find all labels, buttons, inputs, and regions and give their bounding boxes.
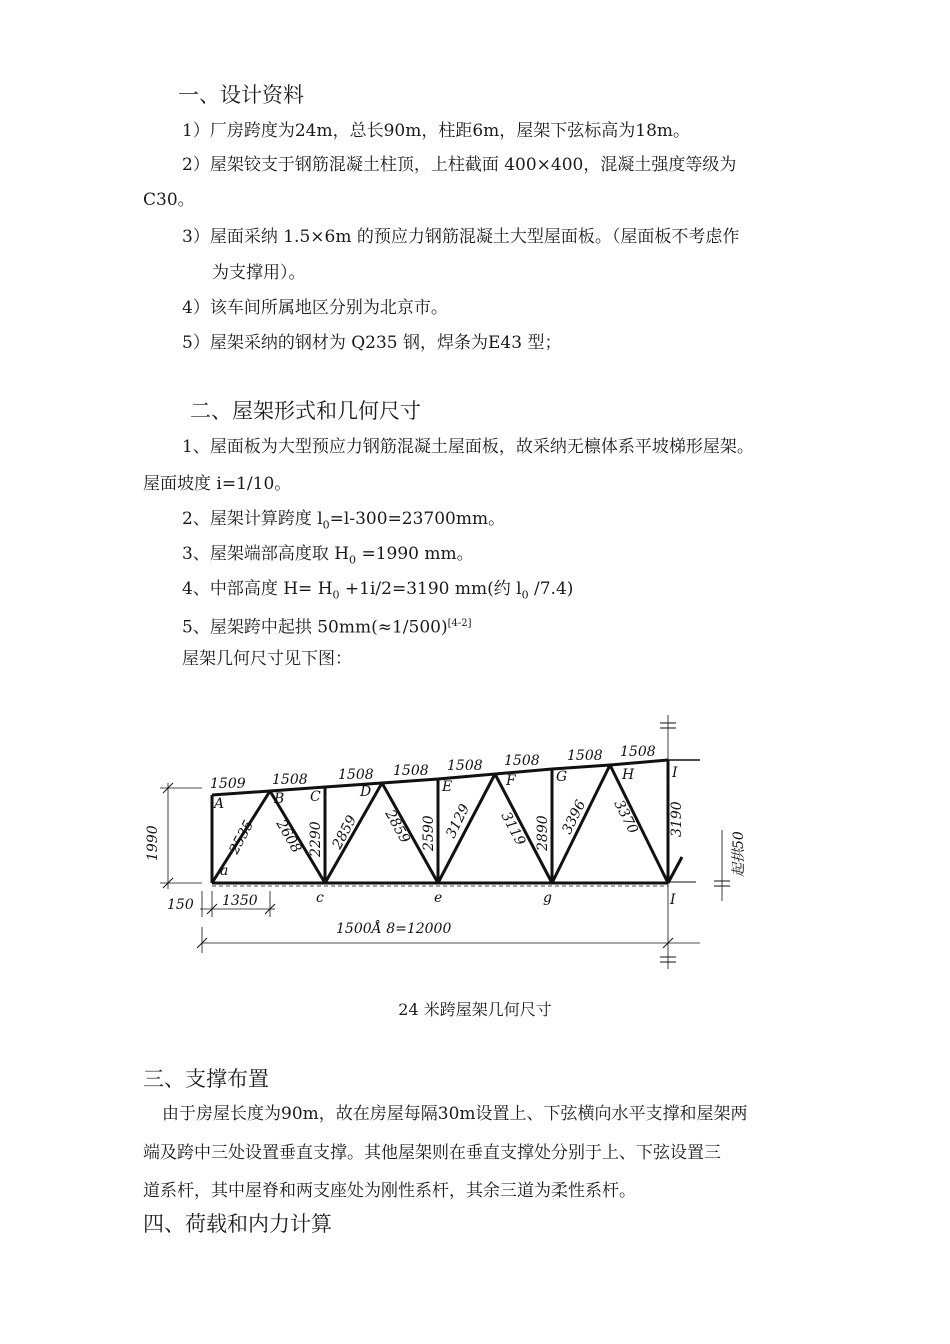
s2-line-4: 3、屋架端部高度取 $H_0 =1990$ mm。 [182, 544, 474, 567]
first-panel-dim: 1350 [222, 893, 258, 909]
s2-line-2: 屋面坡度 i=1/10。 [143, 474, 292, 494]
truss-diagram [140, 705, 747, 975]
node-e: e [434, 890, 443, 906]
top-dim-8: 1508 [620, 744, 656, 760]
node-a: a [220, 863, 229, 879]
s1-item-1: 1）厂房跨度为24m，总长90m，柱距6m，屋架下弦标高为18m。 [182, 121, 691, 141]
top-dim-3: 1508 [338, 767, 374, 783]
s2-line-1: 1、屋面板为大型预应力钢筋混凝土屋面板，故采纳无檩体系平坡梯形屋架。 [182, 437, 754, 457]
node-A: A [214, 796, 225, 812]
member-Ee: 2590 [421, 815, 437, 851]
camber-note: 起拱50 [731, 831, 747, 877]
s3-line-2: 端及跨中三处设置垂直支撑。其他屋架则在垂直支撑处分别于上、下弦设置三 [143, 1143, 721, 1163]
node-g: g [543, 890, 552, 906]
figure-caption: 24 米跨屋架几何尺寸 [398, 1000, 552, 1019]
member-Fg: 3119 [497, 809, 529, 849]
top-dim-6: 1508 [504, 753, 540, 769]
member-HI: 3370 [610, 797, 641, 837]
top-dim-4: 1508 [393, 763, 429, 779]
half-diagonal-stub [668, 857, 682, 883]
section-4-title: 四、荷载和内力计算 [143, 1212, 332, 1236]
s1-item-3: 3）屋面采纳 1.5×6m 的预应力钢筋混凝土大型屋面板。（屋面板不考虑作 [182, 227, 740, 247]
s3-line-3: 道系杆，其中屋脊和两支座处为刚性系杆，其余三道为柔性系杆。 [143, 1181, 636, 1201]
top-dim-2: 1508 [272, 772, 308, 788]
node-D: D [360, 784, 372, 800]
member-cD: 2859 [329, 812, 361, 852]
node-C: C [310, 789, 321, 805]
offset-dim: 150 [167, 897, 194, 913]
height-dim: 1990 [145, 825, 161, 861]
s2-line-7: 屋架几何尺寸见下图： [182, 649, 352, 669]
s1-item-3-cont: 为支撑用）。 [212, 263, 306, 283]
member-Cc: 2290 [308, 821, 324, 857]
node-c: c [316, 890, 324, 906]
section-3-title: 三、支撑布置 [143, 1067, 269, 1091]
member-gH: 3396 [559, 797, 590, 837]
s2-line-6: 5、屋架跨中起拱 50mm(≈1/500)[4-2] [182, 617, 472, 638]
node-I-bottom: I [670, 892, 676, 908]
node-E: E [442, 779, 453, 795]
top-dim-5: 1508 [447, 758, 483, 774]
member-Ii: 3190 [669, 801, 685, 837]
s1-item-4: 4）该车间所属地区分别为北京市。 [182, 298, 448, 318]
s1-item-2-cont: C30。 [143, 190, 195, 210]
node-B: B [274, 791, 285, 807]
node-I: I [672, 765, 678, 781]
top-dim-1: 1509 [210, 776, 246, 792]
node-F: F [506, 773, 516, 789]
s3-line-1: 由于房屋长度为90m，故在房屋每隔30m设置上、下弦横向水平支撑和屋架两 [162, 1104, 748, 1124]
section-2-title: 二、屋架形式和几何尺寸 [190, 399, 421, 423]
total-dim: 1500Å 8=12000 [336, 921, 452, 937]
member-Gg: 2890 [535, 815, 551, 851]
member-eF: 3129 [443, 801, 474, 841]
node-H: H [622, 767, 635, 783]
member-Bc: 2608 [272, 817, 305, 856]
s2-line-5: 4、中部高度 $H= H_0 +1i/2=3190$ mm(约 $l_0$ /7.4) [182, 579, 574, 602]
section-1-title: 一、设计资料 [178, 83, 304, 107]
s1-item-5: 5）屋架采纳的钢材为 Q235 钢，焊条为E43 型； [182, 333, 562, 353]
node-G: G [556, 769, 568, 785]
member-De: 2859 [381, 807, 413, 847]
s2-line-3: 2、屋架计算跨度 $l_0=l-300=23700mm$。 [182, 509, 506, 532]
member-aB: 2535 [226, 817, 258, 857]
s1-item-2: 2）屋架铰支于钢筋混凝土柱顶，上柱截面 400×400，混凝土强度等级为 [182, 155, 737, 175]
top-dim-7: 1508 [567, 748, 603, 764]
